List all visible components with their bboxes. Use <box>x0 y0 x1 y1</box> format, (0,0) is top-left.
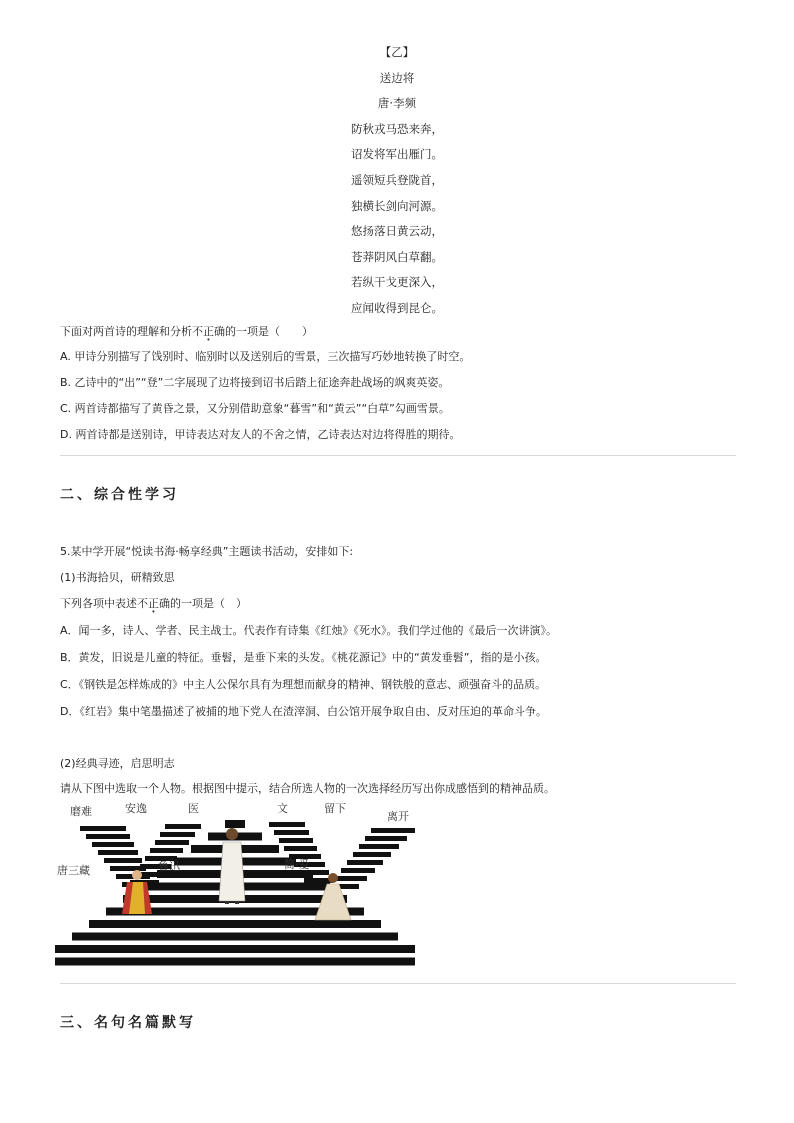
option-c: C. 两首诗都描写了黄昏之景，又分别借助意象“暮雪”和“黄云”“白草”勾画雪景。 <box>60 402 450 415</box>
stair-step <box>165 824 201 829</box>
divider <box>60 983 736 984</box>
stair-step <box>160 832 195 837</box>
stair-step <box>80 826 126 831</box>
stair-step <box>98 850 138 855</box>
stair-step <box>89 920 381 928</box>
label-anyi: 安逸 <box>125 802 147 815</box>
stair-step <box>72 933 398 941</box>
label-monan: 磨难 <box>70 805 92 818</box>
stair-step <box>353 852 391 857</box>
stem-text: 的一项是（ ） <box>225 325 313 338</box>
stair-step <box>365 836 407 841</box>
stair-step <box>335 876 367 881</box>
stair-step <box>371 828 415 833</box>
stair-step <box>104 858 142 863</box>
stair-step <box>274 830 309 835</box>
emphasis-text: 不正确 <box>137 597 170 610</box>
poem-block <box>0 40 794 322</box>
label-yi: 医 <box>188 802 199 815</box>
option-d: D．《红岩》集中笔墨描述了被捕的地下党人在渣滓洞、白公馆开展争取自由、反对压迫的革命斗争。 <box>60 705 547 718</box>
poem-line: 遥领短兵登陇首， <box>351 172 443 187</box>
stair-step <box>359 844 399 849</box>
stair-step <box>92 842 134 847</box>
stair-step <box>269 822 305 827</box>
stair-step <box>347 860 383 865</box>
option-b: B．黄发，旧说是儿童的特征。垂髫，是垂下来的头发。《桃花源记》中的“黄发垂髫”，指的是小孩。 <box>60 651 547 664</box>
part-prompt: 请从下图中选取一个人物。根据图中提示，结合所选人物的一次选择经历写出你成感悟到的精神品质。 <box>60 782 555 795</box>
poem-line: 防秋戎马恐来奔， <box>351 121 443 136</box>
poem-line: 苍莽阴风白草翻。 <box>351 249 443 264</box>
option-d: D. 两首诗都是送别诗，甲诗表达对友人的不舍之情，乙诗表达对边将得胜的期待。 <box>60 428 461 441</box>
stem-text: 下列各项中表述 <box>60 597 137 610</box>
label-tangsanzang: 唐三藏 <box>57 864 90 877</box>
stem-text: 的一项是（ ） <box>170 597 247 610</box>
stair-step <box>55 958 415 966</box>
section-heading: 二、综合性学习 <box>60 487 179 503</box>
stair-step <box>279 838 313 843</box>
poem-title: 送边将 <box>379 70 415 85</box>
poem-line: 若纵干戈更深入， <box>351 275 443 290</box>
poem-author: 唐·李频 <box>377 96 417 111</box>
label-jianai: 简·爱 <box>284 858 310 871</box>
option-c: C．《钢铁是怎样炼成的》中主人公保尔具有为理想而献身的精神、钢铁般的意志、顽强奋斗的品质。 <box>60 678 547 691</box>
option-a: A．闻一多，诗人、学者、民主战士。代表作有诗集《红烛》《死水》。我们学过他的《最后一次讲演》。 <box>60 624 558 637</box>
emphasis-text: 不正确 <box>192 325 225 338</box>
stair-step <box>155 840 189 845</box>
staircase-figure <box>55 798 415 976</box>
poem-line: 悠扬落日黄云动， <box>351 224 443 239</box>
label-liuxia: 留下 <box>324 802 346 815</box>
stair-step <box>86 834 130 839</box>
section-heading: 三、名句名篇默写 <box>60 1015 196 1031</box>
question-intro: 5.某中学开展“悦读书海·畅享经典”主题读书活动，安排如下: <box>60 545 354 558</box>
poem-line: 诏发将军出雁门。 <box>351 147 443 162</box>
poem-line: 应闻收得到昆仑。 <box>351 300 443 315</box>
stair-step <box>341 868 375 873</box>
option-a: A. 甲诗分别描写了饯别时、临别时以及送别后的雪景，三次描写巧妙地转换了时空。 <box>60 350 471 363</box>
part-title: (1)书海拾贝，研精致思 <box>60 571 175 584</box>
label-wen: 文 <box>277 802 288 815</box>
question-stem <box>60 325 313 339</box>
stair-step <box>150 848 183 853</box>
divider <box>60 455 736 456</box>
question-stem <box>60 597 247 611</box>
stem-text: 下面对两首诗的理解和分析 <box>60 325 192 338</box>
stair-step <box>284 846 317 851</box>
part-title: (2)经典寻迹，启思明志 <box>60 757 175 770</box>
stair-step <box>225 820 245 828</box>
staircase-illustration <box>55 798 415 976</box>
option-b: B. 乙诗中的“出”“登”二字展现了边将接到诏书后踏上征途奔赴战场的飒爽英姿。 <box>60 376 450 389</box>
poem-label: 【乙】 <box>379 45 415 59</box>
label-likai: 离开 <box>387 810 409 823</box>
stair-step <box>55 945 415 953</box>
label-luxun: 鲁迅 <box>158 860 180 873</box>
poem-line: 独横长剑向河源。 <box>351 198 443 213</box>
